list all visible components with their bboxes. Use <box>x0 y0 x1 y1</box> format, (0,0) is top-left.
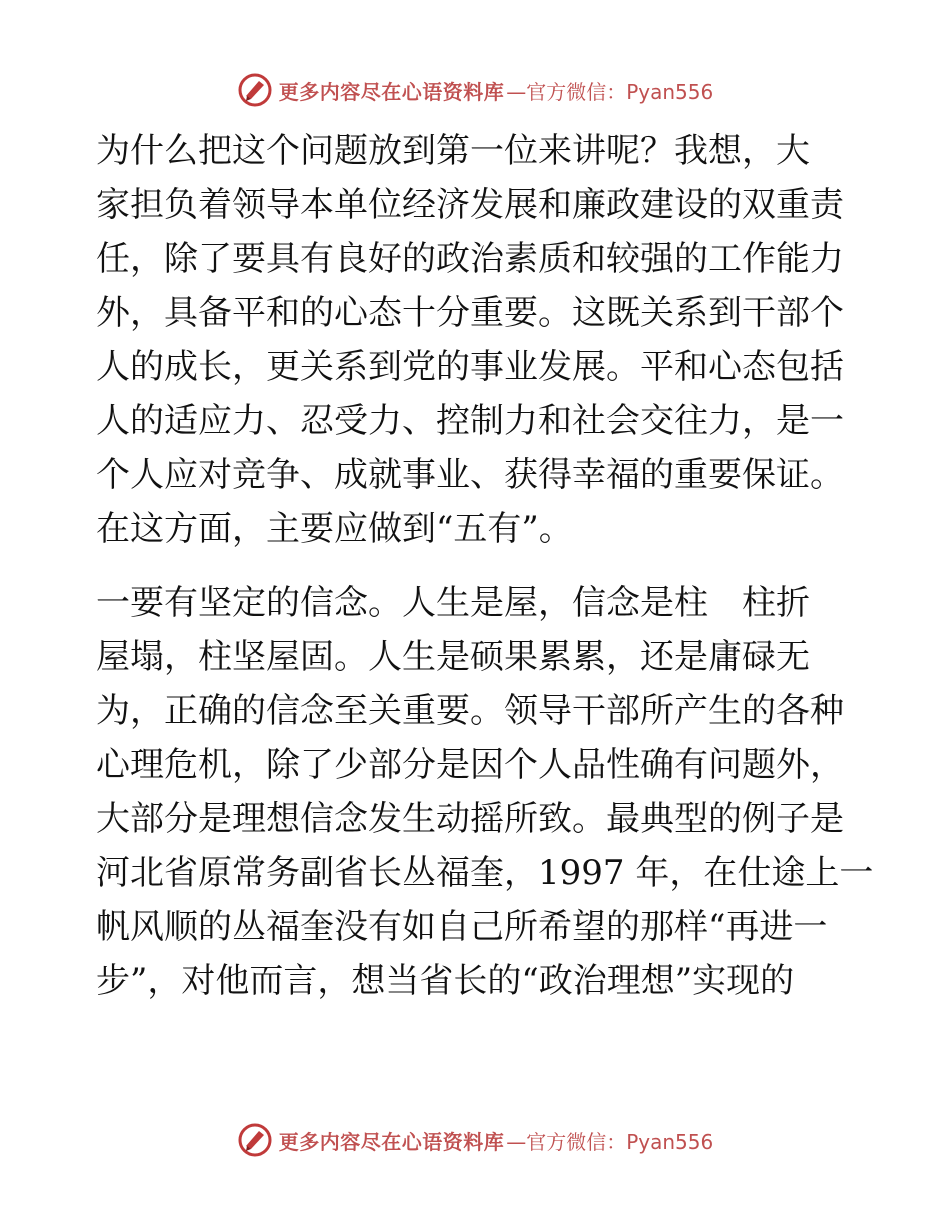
document-body <box>96 124 874 1008</box>
banner-wechat: —官方微信：Pyan556 <box>506 1129 714 1154</box>
paragraph <box>96 576 874 1008</box>
text-line: 家担负着领导本单位经济发展和廉政建设的双重责 <box>96 185 844 225</box>
banner-wechat: —官方微信：Pyan556 <box>506 79 714 104</box>
text-line: 在这方面，主要应做到“五有”。 <box>96 509 573 549</box>
brand-logo-icon <box>237 72 273 108</box>
paragraph <box>96 124 856 556</box>
text-line: 步”，对他而言，想当省长的“政治理想”实现的 <box>96 961 795 1001</box>
header-banner <box>0 70 950 110</box>
text-line: 心理危机，除了少部分是因个人品性确有问题外， <box>96 745 844 785</box>
text-line: 河北省原常务副省长丛福奎，1997 年，在仕途上一 <box>96 853 874 893</box>
text-line: 为，正确的信念至关重要。领导干部所产生的各种 <box>96 691 844 731</box>
text-line: 为什么把这个问题放到第一位来讲呢？我想，大 <box>96 131 810 171</box>
brand-logo-icon <box>237 1122 273 1158</box>
banner-title: 更多内容尽在心语资料库 <box>278 79 505 104</box>
text-line: 人的成长，更关系到党的事业发展。平和心态包括 <box>96 347 844 387</box>
text-line: 一要有坚定的信念。人生是屋，信念是柱 柱折 <box>96 583 810 623</box>
text-line: 个人应对竞争、成就事业、获得幸福的重要保证。 <box>96 455 844 495</box>
text-line: 帆风顺的丛福奎没有如自己所希望的那样“再进一 <box>96 907 828 947</box>
text-line: 外，具备平和的心态十分重要。这既关系到干部个 <box>96 293 844 333</box>
text-line: 屋塌，柱坚屋固。人生是硕果累累，还是庸碌无 <box>96 637 810 677</box>
footer-banner <box>0 1120 950 1160</box>
text-line: 任，除了要具有良好的政治素质和较强的工作能力 <box>96 239 844 279</box>
banner-title: 更多内容尽在心语资料库 <box>278 1129 505 1154</box>
text-line: 大部分是理想信念发生动摇所致。最典型的例子是 <box>96 799 844 839</box>
text-line: 人的适应力、忍受力、控制力和社会交往力，是一 <box>96 401 844 441</box>
